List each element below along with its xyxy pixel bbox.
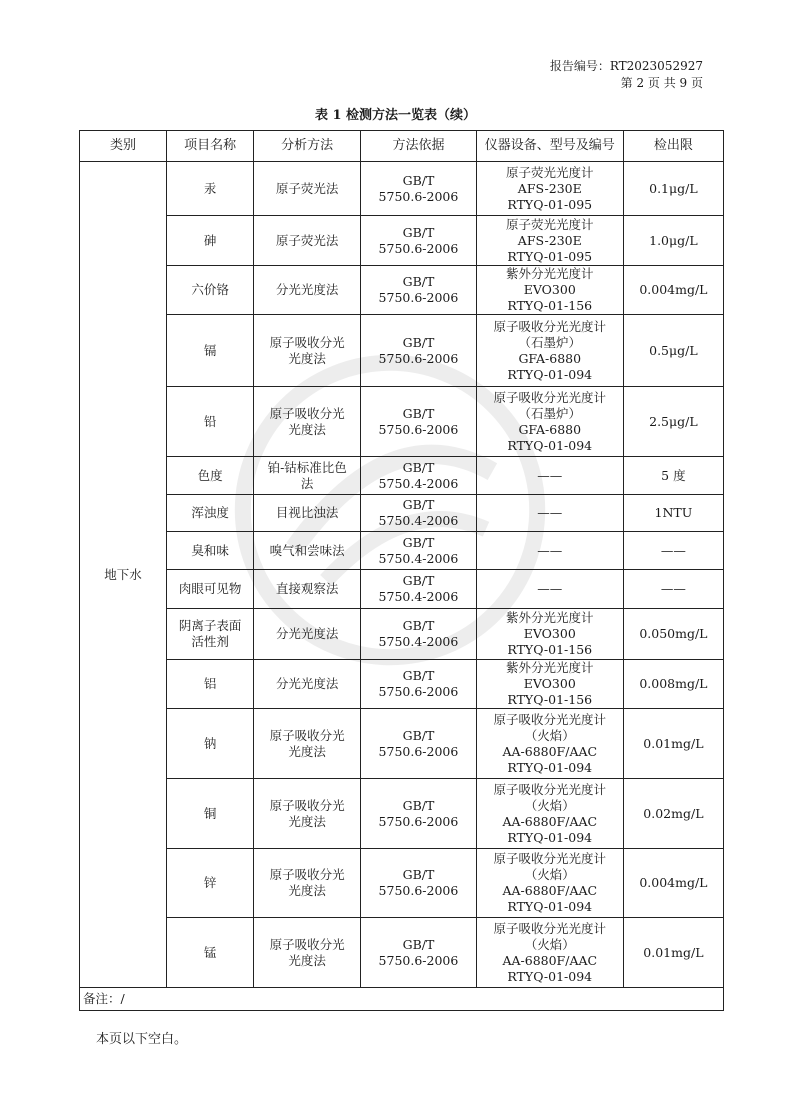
limit-cell: 5 度 [623, 457, 723, 495]
method-cell-line: 光度法 [288, 743, 326, 759]
basis-cell [361, 216, 477, 266]
instrument-cell-line: EVO300 [523, 282, 576, 297]
item-cell-line: 阴离子表面 [178, 618, 242, 633]
instrument-cell [476, 849, 623, 918]
table-row [80, 216, 724, 266]
instrument-cell [476, 162, 623, 216]
basis-cell-line: 5750.4-2006 [378, 475, 459, 491]
method-cell [254, 216, 361, 266]
basis-cell-line: 5750.4-2006 [378, 634, 459, 649]
table-row [80, 779, 724, 849]
instrument-cell-line: AA-6880F/AAC [502, 813, 598, 829]
instrument-cell-line: 紫外分光光度计 [506, 266, 594, 281]
instrument-cell-line: —— [537, 581, 563, 596]
instrument-cell-line: RTYQ-01-094 [507, 759, 593, 775]
instrument-cell [476, 457, 623, 495]
method-cell-line: 直接观察法 [275, 581, 339, 596]
method-cell [254, 532, 361, 570]
basis-cell-line: 5750.6-2006 [378, 421, 459, 437]
instrument-cell-line: （火焰） [524, 727, 575, 743]
item-cell-line: 钠 [203, 735, 217, 751]
basis-cell [361, 532, 477, 570]
instrument-cell [476, 660, 623, 709]
item-cell-line: 汞 [203, 180, 217, 196]
limit-cell: 1.0μg/L [623, 216, 723, 266]
item-cell-line: 锰 [203, 944, 217, 960]
limit-cell: 0.01mg/L [623, 709, 723, 779]
instrument-cell-line: 紫外分光光度计 [506, 660, 594, 675]
footer-note: 本页以下空白。 [96, 1032, 188, 1047]
instrument-cell [476, 387, 623, 457]
method-cell [254, 660, 361, 709]
basis-cell-line: GB/T [402, 573, 435, 588]
item-cell [167, 216, 254, 266]
table-row [80, 387, 724, 457]
item-cell [167, 162, 254, 216]
method-cell-line: 原子吸收分光 [269, 727, 345, 743]
limit-cell: 0.008mg/L [623, 660, 723, 709]
col-header-item: 项目名称 [167, 131, 254, 162]
limit-cell: 0.1μg/L [623, 162, 723, 216]
item-cell [167, 495, 254, 532]
methods-table [79, 130, 724, 1011]
method-cell-line: 分光光度法 [275, 626, 339, 641]
basis-cell [361, 660, 477, 709]
method-cell-line: 原子荧光法 [275, 232, 339, 248]
instrument-cell-line: RTYQ-01-094 [507, 829, 593, 845]
basis-cell-line: GB/T [402, 936, 435, 952]
basis-cell [361, 918, 477, 988]
method-cell [254, 849, 361, 918]
method-cell-line: 分光光度法 [275, 676, 339, 691]
instrument-cell [476, 609, 623, 660]
instrument-cell-line: EVO300 [523, 676, 576, 691]
instrument-cell-line: 原子吸收分光光度计 [493, 389, 607, 405]
table-title: 表 1 检测方法一览表（续） [314, 108, 477, 123]
basis-cell-line: 5750.6-2006 [378, 813, 459, 829]
item-cell [167, 660, 254, 709]
table-row [80, 457, 724, 495]
basis-cell [361, 162, 477, 216]
basis-cell-line: 5750.6-2006 [378, 743, 459, 759]
instrument-cell-line: GFA-6880 [518, 421, 582, 437]
method-cell-line: 分光光度法 [275, 282, 339, 297]
instrument-cell-line: AA-6880F/AAC [502, 743, 598, 759]
method-cell [254, 609, 361, 660]
basis-cell-line: 5750.4-2006 [378, 550, 459, 566]
basis-cell-line: 5750.6-2006 [378, 952, 459, 968]
basis-cell-line: 5750.6-2006 [378, 188, 459, 204]
basis-cell-line: 5750.4-2006 [378, 589, 459, 604]
item-cell [167, 387, 254, 457]
limit-cell: —— [623, 532, 723, 570]
report-number: 报告编号：RT2023052927 [549, 59, 703, 73]
basis-cell-line: GB/T [402, 867, 435, 882]
method-cell-line: 铂-钴标准比色 [267, 459, 347, 475]
method-cell-line: 光度法 [288, 952, 326, 968]
page-info: 第 2 页 共 9 页 [620, 76, 703, 90]
table-row [80, 162, 724, 216]
instrument-cell-line: RTYQ-01-095 [507, 196, 593, 212]
item-cell [167, 266, 254, 315]
instrument-cell-line: EVO300 [523, 626, 576, 641]
instrument-cell-line: （火焰） [524, 867, 575, 882]
item-cell-line: 砷 [203, 232, 217, 248]
limit-cell: 1NTU [623, 495, 723, 532]
instrument-cell-line: RTYQ-01-094 [507, 899, 593, 914]
instrument-cell-line: 原子吸收分光光度计 [493, 711, 607, 727]
basis-cell [361, 709, 477, 779]
method-cell [254, 315, 361, 387]
instrument-cell-line: RTYQ-01-094 [507, 437, 593, 453]
limit-cell: 0.01mg/L [623, 918, 723, 988]
item-cell-line: 镉 [203, 342, 217, 358]
method-cell-line: 嗅气和尝味法 [269, 542, 345, 558]
col-header-basis: 方法依据 [361, 131, 477, 162]
basis-cell [361, 457, 477, 495]
basis-cell-line: GB/T [402, 334, 435, 350]
col-header-limit: 检出限 [623, 131, 723, 162]
method-cell-line: 法 [300, 475, 314, 491]
instrument-cell-line: 原子荧光光度计 [506, 216, 594, 232]
method-cell-line: 原子吸收分光 [269, 936, 345, 952]
limit-cell: 0.050mg/L [623, 609, 723, 660]
limit-cell: —— [623, 570, 723, 609]
item-cell [167, 457, 254, 495]
instrument-cell-line: 原子吸收分光光度计 [493, 781, 607, 797]
instrument-cell-line: RTYQ-01-094 [507, 968, 593, 984]
basis-cell-line: GB/T [402, 459, 435, 475]
method-cell-line: 原子荧光法 [275, 180, 339, 196]
basis-cell-line: 5750.4-2006 [378, 513, 459, 528]
method-cell-line: 原子吸收分光 [269, 405, 345, 421]
basis-cell [361, 495, 477, 532]
basis-cell-line: GB/T [402, 224, 435, 240]
basis-cell-line: GB/T [402, 172, 435, 188]
instrument-cell [476, 315, 623, 387]
limit-cell: 2.5μg/L [623, 387, 723, 457]
basis-cell [361, 849, 477, 918]
table-row [80, 570, 724, 609]
instrument-cell-line: 原子荧光光度计 [506, 164, 594, 180]
item-cell-line: 臭和味 [191, 542, 229, 558]
table-row [80, 266, 724, 315]
category-cell: 地下水 [80, 162, 167, 988]
report-header [550, 58, 703, 92]
item-cell [167, 315, 254, 387]
method-cell [254, 918, 361, 988]
method-cell [254, 266, 361, 315]
basis-cell-line: GB/T [402, 274, 435, 289]
item-cell [167, 532, 254, 570]
basis-cell [361, 609, 477, 660]
instrument-cell-line: （石墨炉） [518, 334, 582, 350]
basis-cell-line: GB/T [402, 727, 435, 743]
item-cell-line: 锌 [203, 875, 217, 890]
instrument-cell [476, 570, 623, 609]
instrument-cell [476, 216, 623, 266]
method-cell [254, 162, 361, 216]
basis-cell [361, 570, 477, 609]
basis-cell-line: GB/T [402, 405, 435, 421]
item-cell [167, 609, 254, 660]
instrument-cell [476, 918, 623, 988]
basis-cell [361, 315, 477, 387]
instrument-cell-line: RTYQ-01-156 [507, 692, 593, 707]
limit-cell: 0.004mg/L [623, 849, 723, 918]
item-cell-line: 浑浊度 [191, 505, 229, 520]
instrument-cell-line: 原子吸收分光光度计 [493, 851, 607, 866]
instrument-cell-line: —— [537, 467, 563, 483]
basis-cell-line: 5750.6-2006 [378, 883, 459, 898]
method-cell-line: 光度法 [288, 813, 326, 829]
limit-cell: 0.004mg/L [623, 266, 723, 315]
item-cell-line: 肉眼可见物 [178, 581, 242, 596]
table-row [80, 609, 724, 660]
table-header-row [80, 131, 724, 162]
basis-cell-line: GB/T [402, 668, 435, 683]
method-cell-line: 光度法 [288, 421, 326, 437]
method-cell-line: 原子吸收分光 [269, 797, 345, 813]
method-cell [254, 570, 361, 609]
basis-cell-line: GB/T [402, 497, 435, 512]
instrument-cell-line: RTYQ-01-156 [507, 642, 593, 657]
table-row [80, 709, 724, 779]
instrument-cell-line: RTYQ-01-095 [507, 248, 593, 264]
instrument-cell [476, 532, 623, 570]
item-cell [167, 918, 254, 988]
basis-cell-line: GB/T [402, 618, 435, 633]
method-cell-line: 光度法 [288, 883, 326, 898]
table-row [80, 495, 724, 532]
instrument-cell-line: AA-6880F/AAC [502, 883, 598, 898]
instrument-cell-line: AFS-230E [517, 180, 582, 196]
method-cell [254, 495, 361, 532]
item-cell [167, 709, 254, 779]
method-cell [254, 709, 361, 779]
instrument-cell-line: —— [537, 542, 563, 558]
instrument-cell [476, 779, 623, 849]
method-cell-line: 原子吸收分光 [269, 867, 345, 882]
basis-cell [361, 266, 477, 315]
basis-cell [361, 779, 477, 849]
col-header-instrument: 仪器设备、型号及编号 [476, 131, 623, 162]
instrument-cell-line: （火焰） [524, 797, 575, 813]
instrument-cell-line: 原子吸收分光光度计 [493, 920, 607, 936]
instrument-cell-line: 原子吸收分光光度计 [493, 318, 607, 334]
method-cell [254, 387, 361, 457]
method-cell-line: 原子吸收分光 [269, 334, 345, 350]
item-cell [167, 570, 254, 609]
instrument-cell-line: —— [537, 505, 563, 520]
basis-cell-line: 5750.6-2006 [378, 350, 459, 366]
instrument-cell [476, 495, 623, 532]
basis-cell-line: 5750.6-2006 [378, 290, 459, 305]
instrument-cell [476, 266, 623, 315]
instrument-cell-line: （石墨炉） [518, 405, 582, 421]
item-cell [167, 849, 254, 918]
item-cell-line: 六价铬 [191, 282, 229, 297]
instrument-cell-line: （火焰） [524, 936, 575, 952]
instrument-cell [476, 709, 623, 779]
col-header-category: 类别 [80, 131, 167, 162]
instrument-cell-line: AFS-230E [517, 232, 582, 248]
item-cell-line: 铝 [203, 676, 217, 691]
table-row [80, 849, 724, 918]
limit-cell: 0.5μg/L [623, 315, 723, 387]
note-row [80, 988, 724, 1011]
method-cell [254, 457, 361, 495]
basis-cell-line: GB/T [402, 797, 435, 813]
basis-cell-line: 5750.6-2006 [378, 684, 459, 699]
col-header-method: 分析方法 [254, 131, 361, 162]
instrument-cell-line: RTYQ-01-156 [507, 298, 593, 313]
method-cell-line: 光度法 [288, 350, 326, 366]
instrument-cell-line: GFA-6880 [518, 350, 582, 366]
basis-cell-line: GB/T [402, 534, 435, 550]
item-cell [167, 779, 254, 849]
note-cell: 备注：/ [80, 988, 724, 1011]
basis-cell [361, 387, 477, 457]
item-cell-line: 铜 [203, 805, 217, 821]
method-cell-line: 目视比浊法 [275, 505, 339, 520]
table-row [80, 532, 724, 570]
basis-cell-line: 5750.6-2006 [378, 240, 459, 256]
item-cell-line: 色度 [197, 467, 223, 483]
instrument-cell-line: 紫外分光光度计 [506, 610, 594, 625]
table-row [80, 315, 724, 387]
instrument-cell-line: AA-6880F/AAC [502, 952, 598, 968]
method-cell [254, 779, 361, 849]
item-cell-line: 活性剂 [191, 634, 229, 649]
limit-cell: 0.02mg/L [623, 779, 723, 849]
item-cell-line: 铅 [203, 413, 217, 429]
instrument-cell-line: RTYQ-01-094 [507, 366, 593, 382]
table-row [80, 918, 724, 988]
table-row [80, 660, 724, 709]
